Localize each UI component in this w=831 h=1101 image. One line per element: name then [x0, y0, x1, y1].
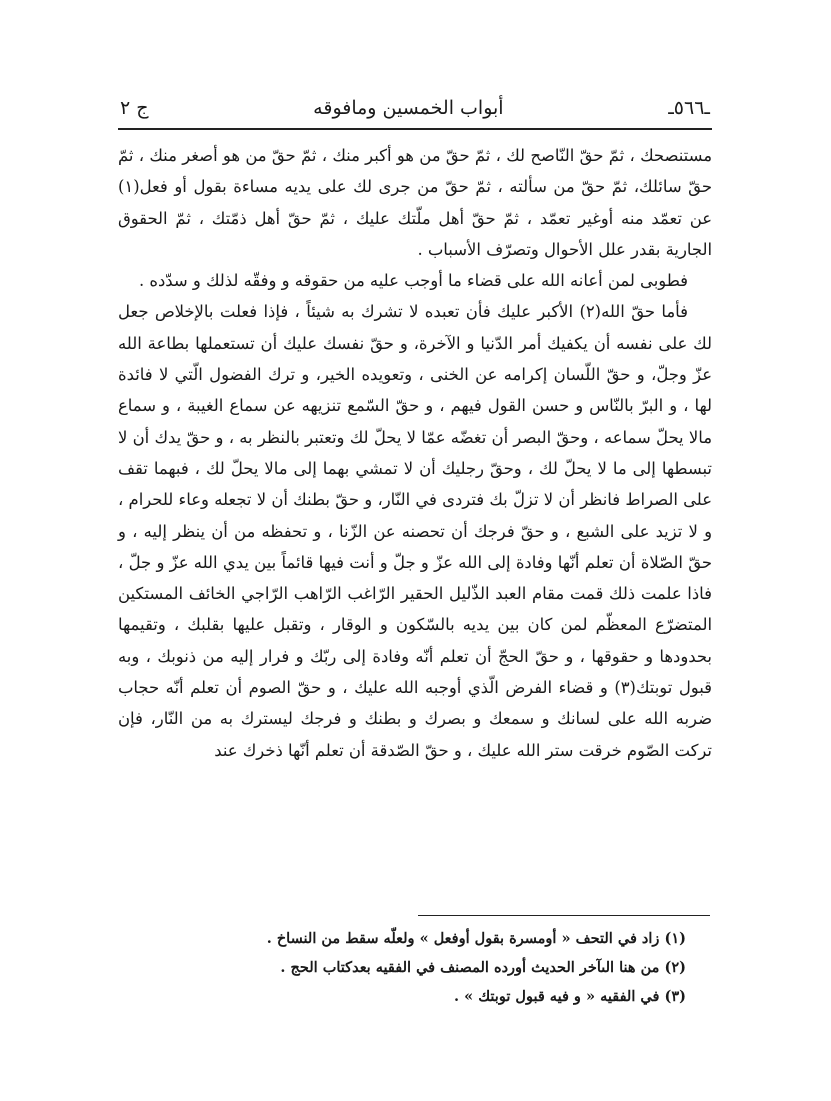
footnote: (١) زاد في التحف « أومسرة بقول أوفعل » ولعلّه سقط من النساخ . — [266, 930, 686, 947]
footnote: (٢) من هنا الىآخر الحديث أورده المصنف في الفقيه بعدكتاب الحج . — [280, 959, 686, 976]
paragraph: فأما حقّ الله(٢) الأكبر عليك فأن تعبده لا تشرك به شيئاً ، فإذا فعلت بالإخلاص جعل لك على نفسه أن يكفيك أمر الدّنيا و الآخرة، و حقّ نفسك عليك أن تستعملها بطاعة الله عزّ وجلّ، و حقّ اللّسان إكرامه عن الخنى ، وتعويده الخير، و ترك الفضول الّتي لا فائدة لها ، و البرّ بالنّاس و حسن القول فيهم ، و حقّ السّمع تنزيهه عن سماع الغيبة ، و سماع مالا يحلّ سماعه ، وحقّ البصر أن تغضّه عمّا لا يحلّ لك وتعتبر بالنظر به ، و حقّ يدك أن لا تبسطها إلى ما لا يحلّ لك ، وحقّ رجليك أن لا تمشي بهما إلى مالا يحلّ لك ، فبهما تقف على الصراط فانظر أن لا تزلّ بك فتردى في النّار، و حقّ بطنك أن لا تجعله وعاء للحرام ، و لا تزيد على الشبع ، و حقّ فرجك أن تحصنه عن الزّنا ، و تحفظه من أن ينظر إليه ، و حقّ الصّلاة أن تعلم أنّها وفادة إلى الله عزّ و جلّ و أنت فيها قائماً بين يدي الله عزّ و جلّ ، فاذا علمت ذلك قمت مقام العبد الذّليل الحقير الرّاغب الرّاهب الرّاجي الخائف المستكين المتضرّع المعظّم لمن كان بين يديه بالسّكون و الوقار ، وتقبل عليها بقلبك ، وتقيمها بحدودها و حقوقها ، و حقّ الحجّ أن تعلم أنّه وفادة إلى ربّك و فرار إليه من ذنوبك ، وبه قبول توبتك(٣) و قضاء الفرض الّذي أوجبه الله عليك ، و حقّ الصوم أن تعلم أنّه حجاب ضربه الله على لسانك و سمعك و بصرك و بطنك و فرجك ليسترك به من النّار، فإن تركت الصّوم خرقت ستر الله عليك ، و حقّ الصّدقة أن تعلم أنّها ذخرك عند — [118, 302, 712, 760]
header-rule — [118, 128, 712, 130]
page-number: ـ٥٦٦ـ — [668, 97, 710, 119]
volume-label: ج ٢ — [120, 97, 149, 119]
paragraph: فطوبى لمن أعانه الله على قضاء ما أوجب عليه من حقوقه و وفقّه لذلك و سدّده . — [138, 271, 688, 291]
paragraph: مستنصحك ، ثمّ حقّ النّاصح لك ، ثمّ حقّ من هو أكبر منك ، ثمّ حقّ من هو أصغر منك ، ثمّ حقّ سائلك، ثمّ حقّ من سألته ، ثمّ حقّ من جرى لك على يديه مساءة بقول أو فعل(١) عن تعمّد منه أوغير تعمّد ، ثمّ حقّ أهل ملّتك عليك ، ثمّ حقّ أهل ذمّتك ، ثمّ الحقوق الجارية بقدر علل الأحوال وتصرّف الأسباب . — [118, 146, 712, 259]
main-text — [118, 140, 712, 766]
footnote: (٣) في الفقيه « و فيه قبول توبتك » . — [454, 988, 686, 1005]
footnote-rule — [418, 915, 710, 916]
footnotes — [118, 924, 712, 1011]
running-title: أبواب الخمسين ومافوقه — [313, 97, 504, 119]
page-header — [120, 88, 710, 128]
